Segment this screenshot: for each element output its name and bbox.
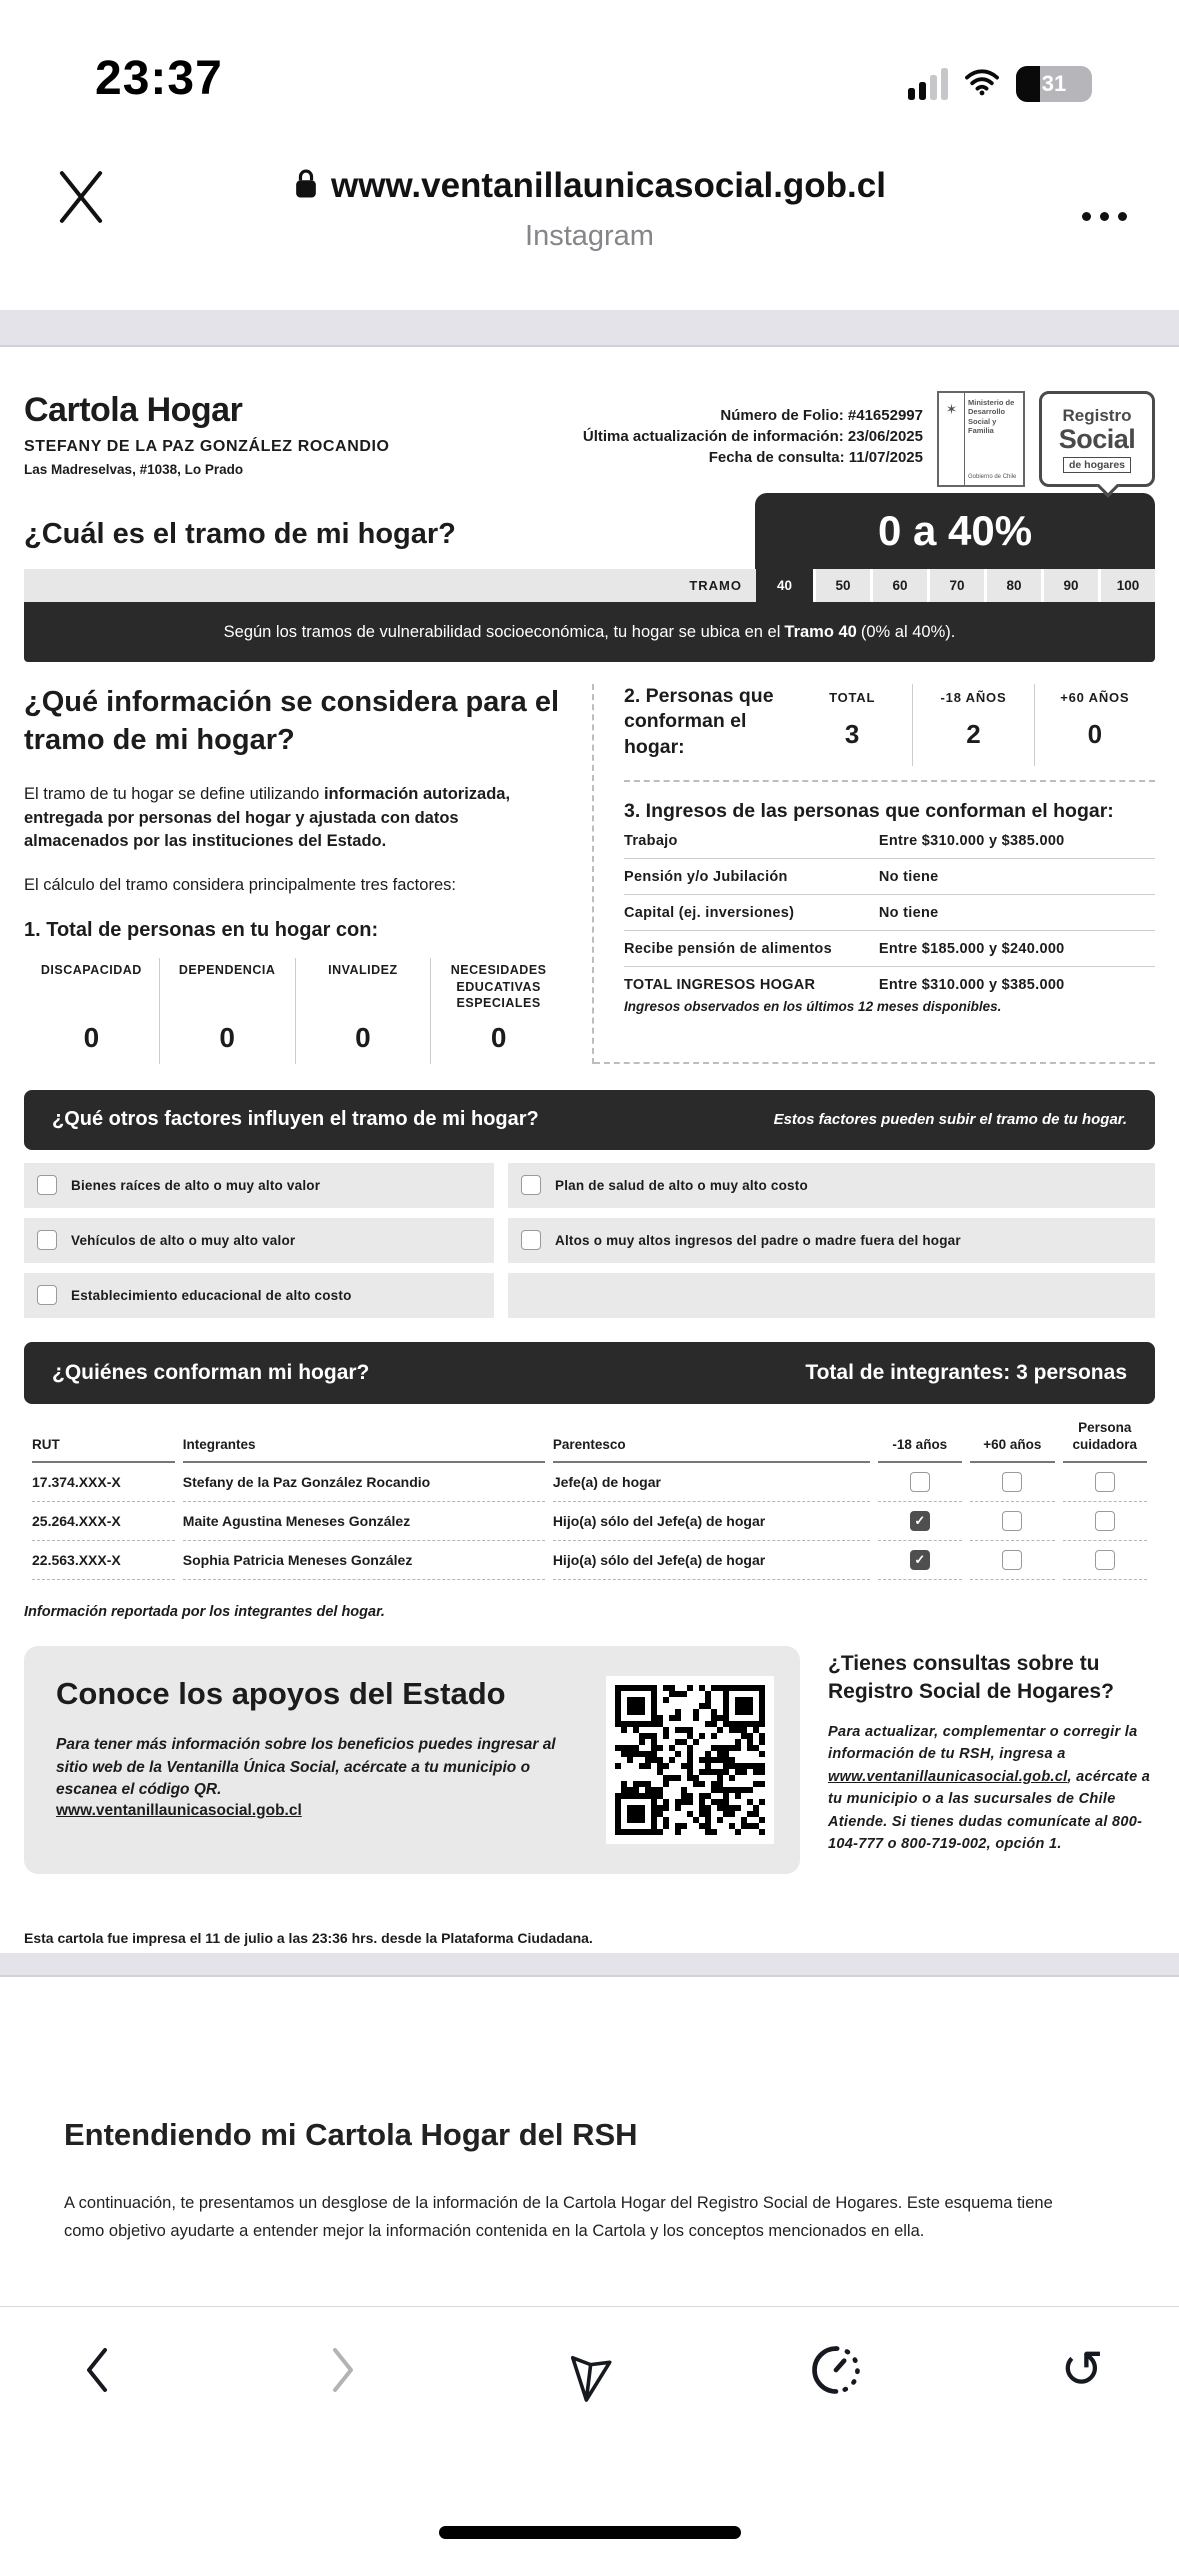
ministry-logo-footer: Gobierno de Chile <box>968 474 1017 480</box>
column-header-parentesco: Parentesco <box>553 1408 870 1464</box>
tramo-result-banner <box>24 602 1155 662</box>
status-bar <box>0 0 1179 120</box>
stat-value: 0 <box>1087 719 1103 749</box>
stat-value: 0 <box>490 1021 507 1053</box>
back-button[interactable] <box>62 2335 132 2405</box>
factor-item-empty <box>508 1273 1155 1318</box>
link-history-icon[interactable] <box>801 2335 871 2405</box>
cuidadora-checkbox <box>1095 1472 1115 1492</box>
page-separator-band <box>0 1953 1179 1977</box>
over60-checkbox <box>1002 1511 1022 1531</box>
table-row <box>32 1502 1147 1541</box>
member-parentesco: Hijo(a) sólo del Jefe(a) de hogar <box>553 1541 870 1580</box>
stat-value: 3 <box>844 719 860 749</box>
ingresos-note: Ingresos observados en los últimos 12 meses disponibles. <box>624 999 1002 1014</box>
factores-heading: ¿Qué otros factores influyen el tramo de mi hogar? <box>52 1108 539 1131</box>
reload-button[interactable]: ↺ <box>1060 2340 1104 2400</box>
member-name: Stefany de la Paz González Rocandio <box>183 1463 545 1502</box>
stat-label: INVALIDEZ <box>328 962 398 977</box>
apoyos-link[interactable]: www.ventanillaunicasocial.gob.cl <box>56 1801 302 1819</box>
updated-label: Última actualización de información: <box>582 428 844 445</box>
member-name: Sophia Patricia Meneses González <box>183 1541 545 1580</box>
tramo-question: ¿Cuál es el tramo de mi hogar? <box>24 518 456 550</box>
tramo-segment: 90 <box>1041 569 1098 602</box>
info-paragraph-bold: información autorizada, entregada por personas del hogar y ajustada con datos almacenados por las instituciones del Estado. <box>24 785 511 851</box>
ingresos-table <box>624 823 1155 1014</box>
tramo-segment: 70 <box>927 569 984 602</box>
tramo-segment: 40 <box>756 569 813 602</box>
stat-value: 0 <box>83 1021 100 1053</box>
over60-checkbox <box>1002 1550 1022 1570</box>
stat-value: 2 <box>966 719 981 749</box>
factor-checkbox <box>521 1175 541 1195</box>
ministry-logo-text: Ministerio de Desarrollo Social y Familia <box>968 398 1015 436</box>
table-row <box>32 1463 1147 1502</box>
factor1-stats <box>24 958 566 1064</box>
page-top-band <box>0 310 1179 347</box>
rsh-logo-line3: de hogares <box>1063 457 1131 473</box>
info-column <box>24 684 594 1064</box>
ingreso-value: No tiene <box>878 905 939 921</box>
stat-label: NECESIDADES EDUCATIVAS ESPECIALES <box>450 962 547 1011</box>
stat-label: DISCAPACIDAD <box>40 962 142 977</box>
folio-label: Número de Folio: <box>720 407 844 424</box>
column-header-rut: RUT <box>32 1408 175 1464</box>
consultas-column <box>828 1646 1155 1874</box>
info-paragraph-normal: El tramo de tu hogar se define utilizando <box>24 785 324 804</box>
share-send-icon[interactable] <box>555 2335 625 2405</box>
factor-item <box>24 1273 494 1318</box>
factores-subheading: Estos factores pueden subir el tramo de tu hogar. <box>773 1111 1127 1129</box>
factor-label: Plan de salud de alto o muy alto costo <box>555 1177 808 1193</box>
browser-bottom-bar <box>0 2307 1179 2555</box>
ingreso-label: Capital (ej. inversiones) <box>624 905 795 921</box>
in-app-browser-header <box>0 120 1179 310</box>
household-header <box>24 1342 1155 1404</box>
close-browser-button[interactable] <box>52 166 110 233</box>
person-name: STEFANY DE LA PAZ GONZÁLEZ ROCANDIO <box>24 438 390 455</box>
table-row <box>32 1541 1147 1580</box>
consultas-link[interactable]: www.ventanillaunicasocial.gob.cl <box>828 1768 1068 1785</box>
member-rut: 22.563.XXX-X <box>32 1541 175 1580</box>
wifi-icon <box>964 68 1000 101</box>
tramo-segment: 80 <box>984 569 1041 602</box>
factor-item <box>24 1163 494 1208</box>
apoyos-box <box>24 1646 800 1874</box>
info-calc-line: El cálculo del tramo considera principalmente tres factores: <box>24 875 456 894</box>
factor-checkbox <box>37 1230 57 1250</box>
tramo-range-value: 0 a 40% <box>755 493 1155 569</box>
household-heading: ¿Quiénes conforman mi hogar? <box>52 1360 370 1384</box>
banner-prefix: Según los tramos de vulnerabilidad socioeconómica, tu hogar se ubica en el <box>223 622 781 641</box>
member-parentesco: Hijo(a) sólo del Jefe(a) de hogar <box>553 1502 870 1541</box>
column-header-cuidadora: Persona cuidadora <box>1063 1408 1147 1464</box>
tramo-segment: 60 <box>870 569 927 602</box>
stat-label: -18 AÑOS <box>940 690 1007 705</box>
factor-checkbox <box>37 1285 57 1305</box>
document-identity <box>24 391 390 477</box>
updated-value: 23/06/2025 <box>847 428 923 445</box>
consult-label: Fecha de consulta: <box>708 449 845 466</box>
factores-header <box>24 1090 1155 1150</box>
info-heading: ¿Qué información se considera para el tramo de mi hogar? <box>24 686 560 756</box>
ingreso-label: Recibe pensión de alimentos <box>624 941 832 957</box>
factor-item <box>508 1163 1155 1208</box>
url-text: www.ventanillaunicasocial.gob.cl <box>331 166 886 205</box>
registro-social-logo <box>1039 391 1155 487</box>
battery-percent: 31 <box>1041 71 1067 96</box>
battery-icon <box>1016 66 1092 102</box>
factores-grid <box>24 1163 1155 1318</box>
consultas-heading: ¿Tienes consultas sobre tu Registro Social de Hogares? <box>828 1652 1114 1703</box>
household-total: Total de integrantes: 3 personas <box>805 1360 1127 1384</box>
banner-tramo: Tramo 40 <box>784 622 857 641</box>
print-footer-note: Esta cartola fue impresa el 11 de julio a las 23:36 hrs. desde la Plataforma Ciudadana. <box>24 1930 593 1947</box>
member-parentesco: Jefe(a) de hogar <box>553 1463 870 1502</box>
factor-checkbox <box>521 1230 541 1250</box>
page2-paragraph: A continuación, te presentamos un desglose de la información de la Cartola Hogar del Registro Social de Hogares. Este esquema tiene como objetivo ayudarte a entender mejor la información contenida en la Cartola y los conceptos mencionados en ella. <box>64 2194 1053 2241</box>
factor-item <box>24 1218 494 1263</box>
consultas-text-1: Para actualizar, complementar o corregir la información de tu RSH, ingresa a <box>828 1723 1138 1763</box>
factor-label: Altos o muy altos ingresos del padre o madre fuera del hogar <box>555 1232 961 1248</box>
tramo-segment: 50 <box>813 569 870 602</box>
folio-value: #41652997 <box>847 407 923 424</box>
cartola-document-page-2 <box>0 1977 1179 2307</box>
column-header-over60: +60 años <box>970 1408 1054 1464</box>
cuidadora-checkbox <box>1095 1550 1115 1570</box>
home-indicator[interactable] <box>439 2526 741 2539</box>
stat-label: TOTAL <box>829 690 876 705</box>
ingreso-value: Entre $310.000 y $385.000 <box>878 833 1065 849</box>
lock-icon <box>293 168 319 205</box>
apoyos-heading: Conoce los apoyos del Estado <box>56 1676 506 1712</box>
column-header-integrantes: Integrantes <box>183 1408 545 1464</box>
consult-value: 11/07/2025 <box>848 449 923 466</box>
url-bar[interactable] <box>0 148 1179 206</box>
stat-value: 0 <box>219 1021 235 1053</box>
stat-label: DEPENDENCIA <box>178 962 276 977</box>
ingresos-total-label: TOTAL INGRESOS HOGAR <box>624 977 816 993</box>
ingreso-value: Entre $185.000 y $240.000 <box>878 941 1065 957</box>
browser-context-label: Instagram <box>525 220 654 252</box>
under18-checkbox <box>910 1472 930 1492</box>
factor-label: Establecimiento educacional de alto costo <box>71 1287 352 1303</box>
tramo-scale-label: TRAMO <box>689 578 742 593</box>
personas-title: 2. Personas que conforman el hogar: <box>624 685 774 758</box>
member-rut: 25.264.XXX-X <box>32 1502 175 1541</box>
member-name: Maite Agustina Meneses González <box>183 1502 545 1541</box>
ingresos-total-value: Entre $310.000 y $385.000 <box>878 977 1065 993</box>
personas-stats <box>792 684 1155 766</box>
banner-suffix: (0% al 40%). <box>860 622 956 641</box>
apoyos-paragraph: Para tener más información sobre los beneficios puedes ingresar al sitio web de la Ventanilla Única Social, acércate a tu municipio o escanea el código QR. <box>56 1736 556 1799</box>
under18-checkbox: ✓ <box>910 1550 930 1570</box>
forward-button[interactable] <box>308 2335 378 2405</box>
tramo-scale-bar <box>24 569 1155 602</box>
stat-label: +60 AÑOS <box>1060 690 1130 705</box>
tramo-segment: 100 <box>1098 569 1155 602</box>
household-data-column <box>594 684 1155 1064</box>
rsh-logo-line1: Registro <box>1062 405 1132 425</box>
factor-label: Vehículos de alto o muy alto valor <box>71 1232 296 1248</box>
ministry-logo <box>937 391 1025 487</box>
chile-emblem-icon: ✶ <box>939 393 965 485</box>
ingreso-label: Pensión y/o Jubilación <box>624 869 788 885</box>
clock: 23:37 <box>95 52 223 105</box>
household-table <box>24 1408 1155 1581</box>
factor1-title: 1. Total de personas en tu hogar con: <box>24 918 379 941</box>
column-header-under18: -18 años <box>878 1408 962 1464</box>
cellular-signal-icon <box>908 68 948 100</box>
document-title: Cartola Hogar <box>24 391 243 429</box>
stat-value: 0 <box>355 1021 371 1053</box>
document-metadata <box>583 391 923 466</box>
member-rut: 17.374.XXX-X <box>32 1463 175 1502</box>
page2-heading: Entendiendo mi Cartola Hogar del RSH <box>64 2117 638 2152</box>
factor-item <box>508 1218 1155 1263</box>
person-address: Las Madreselvas, #1038, Lo Prado <box>24 462 244 477</box>
factor-checkbox <box>37 1175 57 1195</box>
under18-checkbox: ✓ <box>910 1511 930 1531</box>
ingresos-title: 3. Ingresos de las personas que conforman el hogar: <box>624 800 1114 822</box>
factor-label: Bienes raíces de alto o muy alto valor <box>71 1177 321 1193</box>
consultas-text-2: , acércate a tu municipio o a las sucursales de Chile Atiende. Si tienes dudas comunícate al 800-104-777 o 800-719-002, opción 1. <box>828 1768 1151 1853</box>
ingreso-value: No tiene <box>878 869 939 885</box>
over60-checkbox <box>1002 1472 1022 1492</box>
qr-code <box>606 1676 774 1844</box>
cuidadora-checkbox <box>1095 1511 1115 1531</box>
rsh-logo-line2: Social <box>1058 423 1136 454</box>
household-note: Información reportada por los integrantes del hogar. <box>24 1604 385 1621</box>
ingreso-label: Trabajo <box>624 833 678 849</box>
browser-menu-button[interactable] <box>1082 212 1127 221</box>
cartola-document-page-1 <box>0 347 1179 1953</box>
